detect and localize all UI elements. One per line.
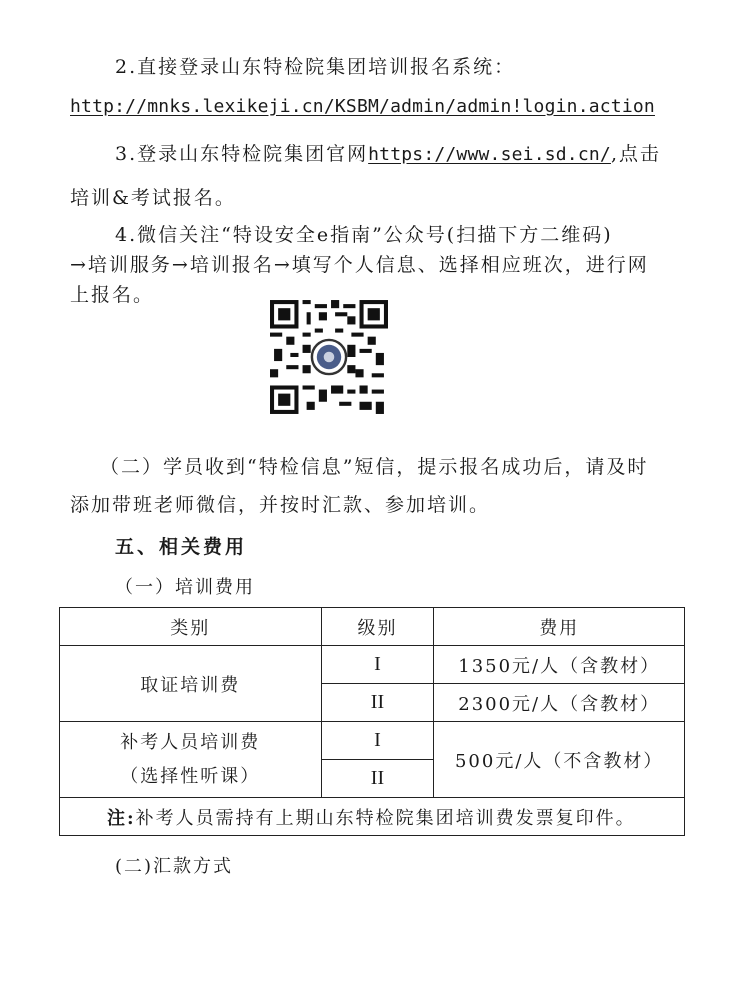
step3-line2: 培训&考试报名。: [70, 187, 236, 209]
group2-level-2: II: [321, 760, 434, 798]
header-fee: 费用: [434, 608, 685, 646]
group2-category-line2: （选择性听课）: [120, 765, 261, 787]
group1-level-2: II: [321, 684, 434, 722]
section-two-line2: 添加带班老师微信，并按时汇款、参加培训。: [70, 494, 491, 516]
section-five-heading: 五、相关费用: [115, 536, 248, 558]
note-text: 补考人员需持有上期山东特检院集团培训费发票复印件。: [135, 807, 636, 829]
step3-line1: [115, 139, 661, 166]
group1-fee-1: 1350元/人（含教材）: [434, 646, 685, 684]
step4-line3: 上报名。: [70, 284, 155, 306]
header-category: 类别: [60, 608, 322, 646]
group2-level-1: I: [321, 722, 434, 760]
fee-table-note: [60, 798, 685, 836]
group1-fee-2: 2300元/人（含教材）: [434, 684, 685, 722]
fee-table: [59, 607, 685, 836]
fee-table-header-row: [60, 608, 685, 646]
table-row: [60, 722, 685, 760]
group2-fee: 500元/人（不含教材）: [434, 722, 685, 798]
step4-line1: 4.微信关注“特设安全e指南”公众号(扫描下方二维码): [115, 224, 613, 246]
step3-text-a: 3.登录山东特检院集团官网: [115, 143, 369, 165]
qr-code-icon[interactable]: [270, 300, 388, 414]
step2-text: 2.直接登录山东特检院集团培训报名系统：: [115, 56, 516, 78]
section-five-sub1: （一）培训费用: [115, 577, 255, 598]
step3-text-b: ,点击: [610, 143, 661, 165]
group1-level-1: I: [321, 646, 434, 684]
fee-table-note-row: [60, 798, 685, 836]
group2-category: [60, 722, 322, 798]
step3-url-link[interactable]: https://www.sei.sd.cn/: [368, 144, 611, 165]
table-row: [60, 646, 685, 684]
note-label: 注:: [107, 807, 136, 829]
section-five-sub2: (二)汇款方式: [115, 856, 234, 877]
group1-category: 取证培训费: [60, 646, 322, 722]
group2-category-line1: 补考人员培训费: [120, 731, 261, 753]
section-two-line1: （二）学员收到“特检信息”短信，提示报名成功后，请及时: [100, 456, 649, 478]
step4-line2: →培训服务→培训报名→填写个人信息、选择相应班次，进行网: [70, 254, 649, 276]
step2-url-link[interactable]: http://mnks.lexikeji.cn/KSBM/admin/admin!login.action: [70, 96, 655, 117]
header-level: 级别: [321, 608, 434, 646]
